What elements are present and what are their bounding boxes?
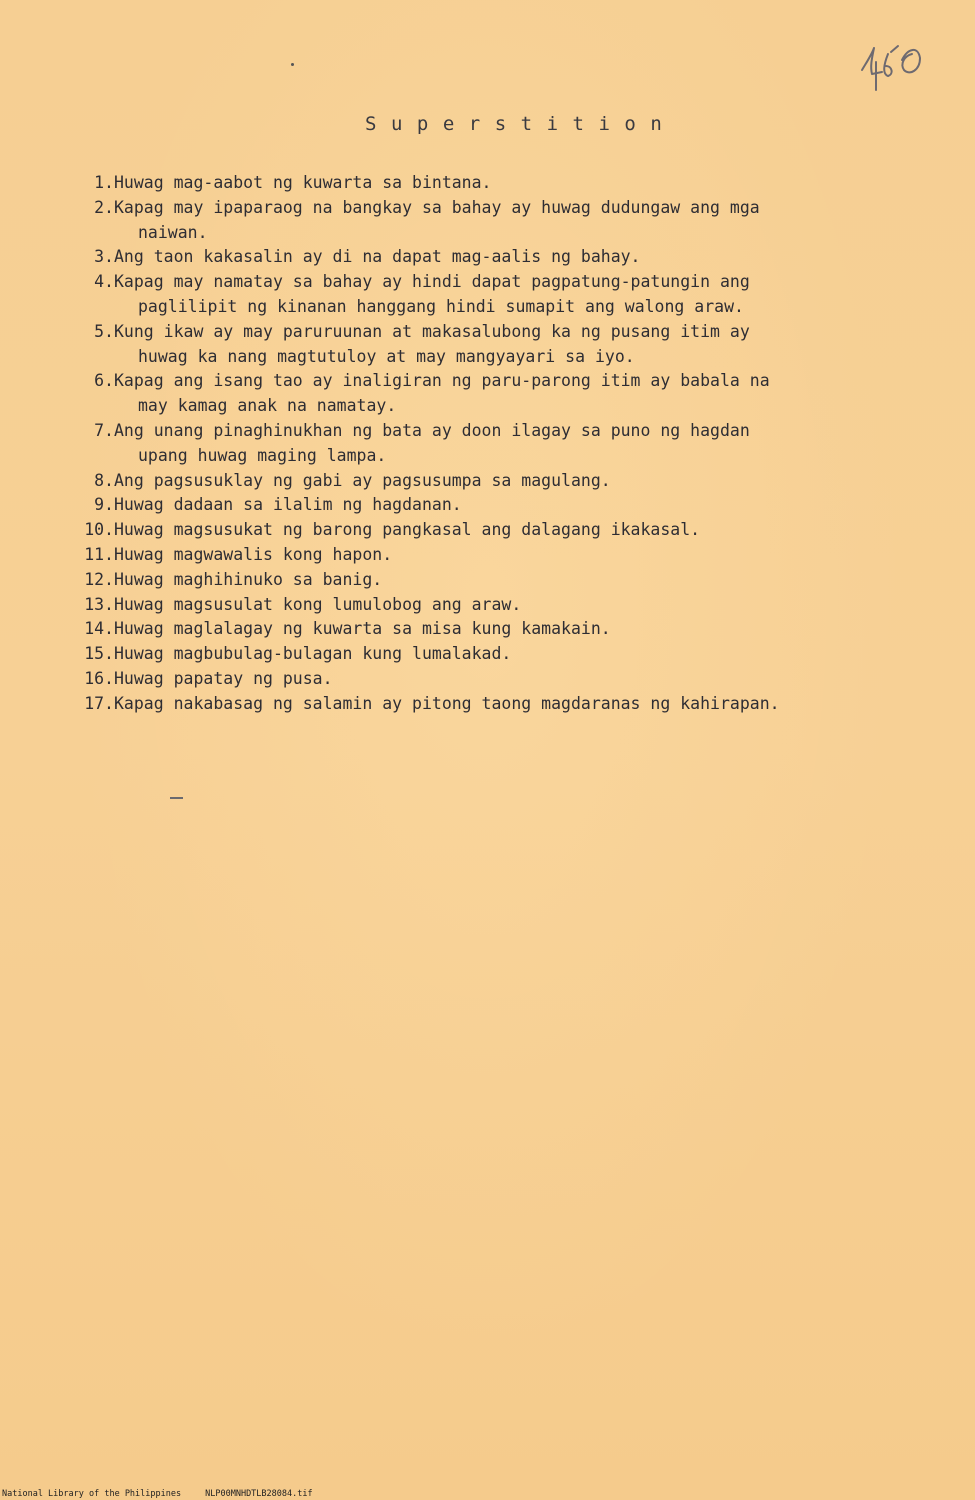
item-continuation-line: naiwan. bbox=[138, 222, 208, 242]
item-text bbox=[114, 320, 946, 370]
item-line: Kapag nakabasag ng salamin ay pitong taong magdaranas ng kahirapan. bbox=[114, 693, 780, 713]
item-continuation-line: paglilipit ng kinanan hanggang hindi sumapit ang walong araw. bbox=[138, 296, 744, 316]
item-text bbox=[114, 196, 946, 246]
item-line: Ang pagsusuklay ng gabi ay pagsusumpa sa magulang. bbox=[114, 470, 611, 490]
item-text bbox=[114, 593, 946, 618]
list-item bbox=[66, 642, 946, 667]
item-number: 11. bbox=[84, 544, 114, 564]
item-line: Kung ikaw ay may paruruunan at makasalubong ka ng pusang itim ay bbox=[114, 321, 750, 341]
item-continuation-line: may kamag anak na namatay. bbox=[138, 396, 397, 416]
item-text bbox=[114, 270, 946, 320]
item-line: Ang taon kakasalin ay di na dapat mag-aalis ng bahay. bbox=[114, 247, 641, 267]
item-number: 15. bbox=[84, 644, 114, 664]
item-line: Kapag ang isang tao ay inaligiran ng paru-parong itim ay babala na bbox=[114, 371, 770, 391]
list-item bbox=[66, 419, 946, 469]
footer-file-id: NLP00MNHDTLB28084.tif bbox=[205, 1489, 313, 1499]
item-line: Huwag mag-aabot ng kuwarta sa bintana. bbox=[114, 173, 492, 192]
item-number: 8. bbox=[94, 470, 114, 490]
item-number: 1. bbox=[94, 173, 114, 192]
item-text bbox=[114, 518, 946, 543]
item-text bbox=[114, 245, 946, 270]
superstition-list bbox=[66, 171, 946, 717]
item-text bbox=[114, 568, 946, 593]
list-item bbox=[66, 593, 946, 618]
list-item bbox=[66, 245, 946, 270]
list-item bbox=[66, 518, 946, 543]
handwritten-page-number-icon bbox=[858, 40, 928, 96]
item-number: 5. bbox=[94, 321, 114, 341]
list-item bbox=[66, 320, 946, 370]
item-line: Huwag magwawalis kong hapon. bbox=[114, 544, 393, 564]
item-text bbox=[114, 419, 946, 469]
item-continuation-line: huwag ka nang magtutuloy at may mangyayari sa iyo. bbox=[138, 346, 635, 366]
item-text bbox=[114, 617, 946, 642]
item-number: 7. bbox=[94, 420, 114, 440]
item-line: Kapag may namatay sa bahay ay hindi dapat pagpatung-patungin ang bbox=[114, 272, 750, 292]
item-line: Huwag magbubulag-bulagan kung lumalakad. bbox=[114, 644, 512, 664]
scan-footer bbox=[2, 1489, 337, 1499]
item-text bbox=[114, 667, 946, 692]
item-number: 4. bbox=[94, 272, 114, 292]
list-item bbox=[66, 171, 946, 196]
document-title: Superstition bbox=[365, 113, 677, 135]
ink-speck bbox=[291, 63, 294, 66]
item-text bbox=[114, 469, 946, 494]
item-continuation-line: upang huwag maging lampa. bbox=[138, 445, 387, 465]
list-item bbox=[66, 469, 946, 494]
list-item bbox=[66, 543, 946, 568]
item-number: 2. bbox=[94, 197, 114, 217]
item-text bbox=[114, 642, 946, 667]
list-item bbox=[66, 369, 946, 419]
list-item bbox=[66, 493, 946, 518]
list-item bbox=[66, 667, 946, 692]
list-item bbox=[66, 270, 946, 320]
item-number: 17. bbox=[84, 693, 114, 713]
item-text bbox=[114, 543, 946, 568]
stray-dash-mark bbox=[170, 797, 183, 799]
item-number: 14. bbox=[84, 619, 114, 639]
item-line: Huwag magsusulat kong lumulobog ang araw. bbox=[114, 594, 522, 614]
item-line: Ang unang pinaghinukhan ng bata ay doon ilagay sa puno ng hagdan bbox=[114, 420, 750, 440]
item-line: Kapag may ipaparaog na bangkay sa bahay ay huwag dudungaw ang mga bbox=[114, 197, 760, 217]
item-text bbox=[114, 369, 946, 419]
item-number: 9. bbox=[94, 495, 114, 515]
item-number: 12. bbox=[84, 569, 114, 589]
list-item bbox=[66, 617, 946, 642]
list-item bbox=[66, 692, 946, 717]
item-number: 10. bbox=[84, 520, 114, 540]
item-line: Huwag maglalagay ng kuwarta sa misa kung kamakain. bbox=[114, 619, 611, 639]
item-text bbox=[114, 493, 946, 518]
list-item bbox=[66, 196, 946, 246]
list-item bbox=[66, 568, 946, 593]
item-text bbox=[114, 692, 946, 717]
item-number: 16. bbox=[84, 668, 114, 688]
item-number: 6. bbox=[94, 371, 114, 391]
item-number: 13. bbox=[84, 594, 114, 614]
footer-library: National Library of the Philippines bbox=[2, 1489, 182, 1499]
item-line: Huwag papatay ng pusa. bbox=[114, 668, 333, 688]
item-text bbox=[114, 171, 946, 196]
item-line: Huwag magsusukat ng barong pangkasal ang dalagang ikakasal. bbox=[114, 520, 701, 540]
item-line: Huwag dadaan sa ilalim ng hagdanan. bbox=[114, 495, 462, 515]
item-number: 3. bbox=[94, 247, 114, 267]
item-line: Huwag maghihinuko sa banig. bbox=[114, 569, 383, 589]
